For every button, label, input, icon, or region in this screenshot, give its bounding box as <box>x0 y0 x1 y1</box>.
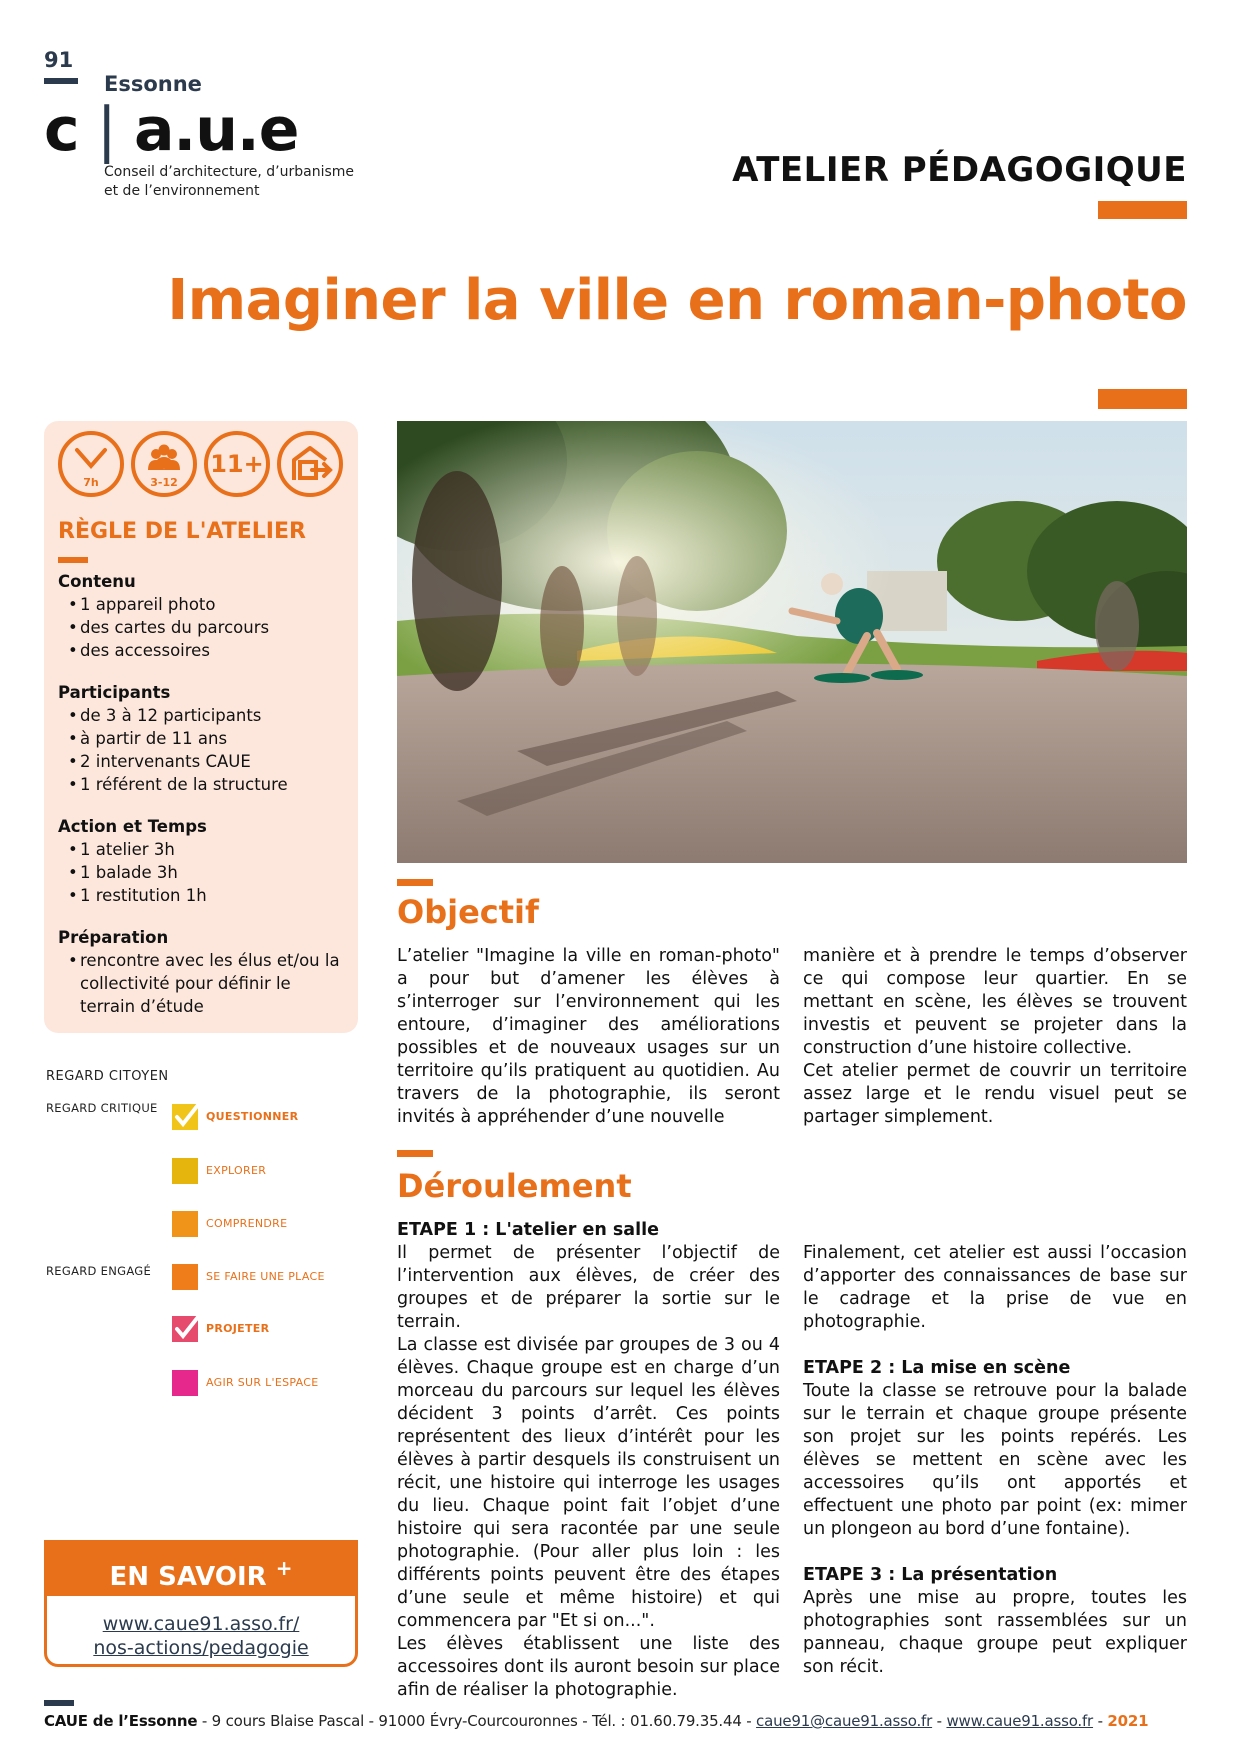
level-swatch-projeter <box>172 1314 200 1342</box>
plus-icon: + <box>275 1556 293 1580</box>
level-swatch-se-faire-une-place <box>172 1262 200 1290</box>
list-participants <box>58 704 348 796</box>
logo-bar <box>44 78 78 84</box>
step3-paragraph: Après une mise au propre, toutes les photographies sont rassemblées sur un panneau, chaque groupe peut expliquer son récit. <box>803 1588 1187 1677</box>
section-title-action-temps: Action et Temps <box>58 817 207 836</box>
rules-card <box>44 421 358 1033</box>
logo-subtitle-line1: Conseil d’architecture, d’urbanisme <box>104 164 355 180</box>
list-item: • 1 restitution 1h <box>58 884 348 907</box>
more-info-heading-text: EN SAVOIR <box>109 1562 267 1592</box>
page-title: Imaginer la ville en roman-photo <box>167 268 1187 333</box>
header-accent-bar <box>1098 201 1187 219</box>
badge-caption: 3-12 <box>150 476 178 489</box>
objectif-column-2 <box>803 945 1187 1129</box>
deroulement-accent-bar <box>397 1150 433 1157</box>
deroulement-title: Déroulement <box>397 1167 632 1205</box>
level-swatch-explorer <box>172 1156 200 1184</box>
list-item: • 2 intervenants CAUE <box>58 750 348 773</box>
badge-row <box>58 431 343 497</box>
list-item: • rencontre avec les élus et/ou la collectivité pour définir le terrain d’étude <box>58 949 348 1018</box>
section-title-preparation: Préparation <box>58 928 169 947</box>
more-info-box <box>44 1540 358 1667</box>
age-icon <box>204 431 270 497</box>
footer-org: CAUE de l’Essonne <box>44 1712 198 1730</box>
list-item: • de 3 à 12 participants <box>58 704 348 727</box>
badge-age-value: 11+ <box>210 450 264 478</box>
level-label-explorer: EXPLORER <box>206 1164 267 1177</box>
spacer <box>803 1334 1187 1357</box>
title-accent-bar <box>1098 389 1187 409</box>
footer-address: - 9 cours Blaise Pascal - 91000 Évry-Courcouronnes - Tél. : 01.60.79.35.44 - <box>197 1712 757 1730</box>
step2-paragraph: Toute la classe se retrouve pour la balade sur le terrain et chaque groupe présente son projet sur les points repérés. Les élèves se mettent en scène avec les accessoires qu’ils ont apportés et effectuent une photo par point (ex: mimer un plongeon au bord d’une fontaine). <box>803 1381 1187 1539</box>
list-item: • à partir de 11 ans <box>58 727 348 750</box>
level-swatch-comprendre <box>172 1209 200 1237</box>
level-label-se-faire-une-place: SE FAIRE UNE PLACE <box>206 1270 325 1283</box>
section-title-contenu: Contenu <box>58 572 136 591</box>
category-label: ATELIER PÉDAGOGIQUE <box>732 150 1187 190</box>
deroulement-column-2 <box>803 1242 1187 1679</box>
footer-accent-bar <box>44 1700 74 1706</box>
regard-critique-label: REGARD CRITIQUE <box>46 1101 158 1115</box>
more-info-link-line1[interactable]: www.caue91.asso.fr/ <box>102 1613 300 1635</box>
objectif-paragraph: L’atelier "Imagine la ville en roman-photo" a pour but d’amener les élèves à s’interroger sur l’environnement qui les entoure, d’imaginer des améliorations possibles et de nouveaux usages sur un territoire qu’ils pratiquent au quotidien. Au travers de la photographie, ils seront invités à appréhender d’une nouvelle <box>397 946 780 1127</box>
list-item: • 1 référent de la structure <box>58 773 348 796</box>
swatch-square <box>172 1209 200 1237</box>
rules-sections <box>58 571 348 1038</box>
step1-title: ETAPE 1 : L'atelier en salle <box>397 1220 659 1240</box>
regard-engage-label: REGARD ENGAGÉ <box>46 1264 152 1278</box>
list-preparation <box>58 949 348 1018</box>
objectif-column-1 <box>397 945 780 1129</box>
deroulement-column-1 <box>397 1219 780 1702</box>
step1-paragraph: La classe est divisée par groupes de 3 ou 4 élèves. Chaque groupe est en charge d’un morceau du parcours sur lequel les élèves décident 3 points d’arrêt. Ces points représentent des lieux d’intérêt pour les élèves à partir desquels ils construisent un récit, une histoire qui interroge les usages du lieu. Chaque point fait l’objet d’une histoire qui sera racontée par une seule photographie. (Pour aller plus loin : les différents points peuvent être des étapes d’une seule et même histoire) et qui commencera par "Et si on...". <box>397 1335 780 1631</box>
badge-caption: 7h <box>83 476 99 489</box>
list-item: • 1 appareil photo <box>58 593 348 616</box>
list-action-temps <box>58 838 348 907</box>
list-item: • des cartes du parcours <box>58 616 348 639</box>
objectif-accent-bar <box>397 879 433 886</box>
level-swatch-agir-sur-espace <box>172 1368 200 1396</box>
swatch-square <box>172 1262 200 1290</box>
list-contenu <box>58 593 348 662</box>
level-label-comprendre: COMPRENDRE <box>206 1217 288 1230</box>
objectif-title: Objectif <box>397 893 539 931</box>
group-icon <box>131 431 197 497</box>
logo-separator: | <box>78 95 134 165</box>
step2-title: ETAPE 2 : La mise en scène <box>803 1358 1071 1378</box>
logo-number: 91 <box>44 48 74 72</box>
check-icon <box>172 1314 200 1342</box>
more-info-heading <box>44 1540 358 1596</box>
step1-paragraph: Il permet de présenter l’objectif de l’intervention aux élèves, de créer des groupes et de préparer la sortie sur le terrain. <box>397 1243 780 1332</box>
footer <box>44 1712 1148 1730</box>
level-swatch-questionner <box>172 1102 200 1130</box>
level-label-agir-sur-espace: AGIR SUR L'ESPACE <box>206 1376 319 1389</box>
list-item: • 1 atelier 3h <box>58 838 348 861</box>
objectif-paragraph: manière et à prendre le temps d’observer ce qui compose leur quartier. En se mettant en scène, les élèves se trouvent investis et peuvent se projeter dans la construction d’une histoire collective. <box>803 946 1187 1058</box>
rules-title: RÈGLE DE L'ATELIER <box>58 519 306 544</box>
level-label-questionner: QUESTIONNER <box>206 1110 299 1123</box>
spacer <box>803 1541 1187 1564</box>
level-label-projeter: PROJETER <box>206 1322 270 1335</box>
footer-year: 2021 <box>1107 1712 1149 1730</box>
clock-icon <box>58 431 124 497</box>
rules-accent-bar <box>58 557 88 563</box>
check-icon <box>172 1102 200 1130</box>
building-icon <box>277 431 343 497</box>
logo-word-right: a.u.e <box>133 95 299 165</box>
logo-wordmark <box>44 95 299 165</box>
park-scene-illustration <box>397 421 1187 863</box>
step1-paragraph: Les élèves établissent une liste des accessoires dont ils auront besoin sur place afin de réaliser la photographie. <box>397 1634 780 1700</box>
objectif-paragraph: Cet atelier permet de couvrir un territoire assez large et le rendu visuel peut se partager simplement. <box>803 1061 1187 1127</box>
more-info-link-line2[interactable]: nos-actions/pedagogie <box>93 1637 309 1659</box>
footer-website-link[interactable]: www.caue91.asso.fr <box>946 1712 1094 1730</box>
hero-photo <box>397 421 1187 863</box>
deroulement-paragraph: Finalement, cet atelier est aussi l’occasion d’apporter des connaissances de base sur le cadrage et la prise de vue en photographie. <box>803 1243 1187 1332</box>
logo-department: Essonne <box>104 72 202 96</box>
footer-separator: - <box>932 1712 947 1730</box>
caue-logo <box>44 48 374 208</box>
footer-email-link[interactable]: caue91@caue91.asso.fr <box>756 1712 933 1730</box>
swatch-square <box>172 1368 200 1396</box>
logo-word-left: c <box>44 95 79 165</box>
step3-title: ETAPE 3 : La présentation <box>803 1565 1058 1585</box>
list-item: • des accessoires <box>58 639 348 662</box>
footer-separator: - <box>1093 1712 1108 1730</box>
swatch-square <box>172 1156 200 1184</box>
building-icon-glyph <box>282 436 338 492</box>
regard-citoyen-label: REGARD CITOYEN <box>46 1069 169 1084</box>
list-item: • 1 balade 3h <box>58 861 348 884</box>
section-title-participants: Participants <box>58 683 171 702</box>
logo-subtitle-line2: et de l’environnement <box>104 183 260 199</box>
